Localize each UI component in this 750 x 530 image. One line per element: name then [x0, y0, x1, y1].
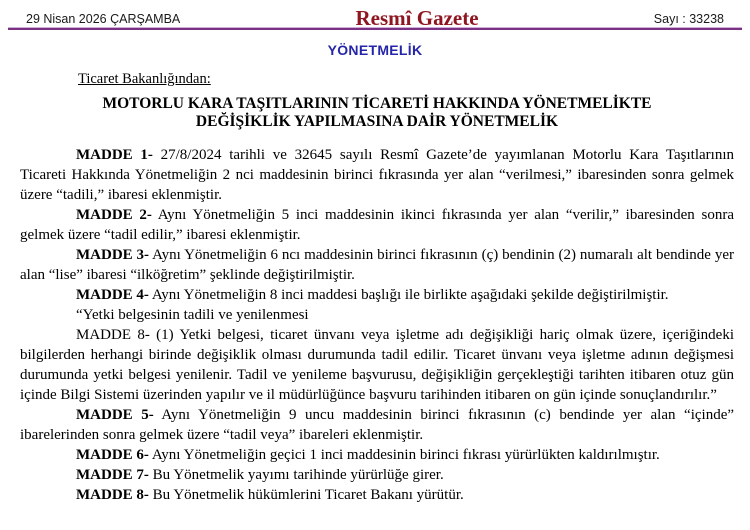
paragraph-7: MADDE 5- Aynı Yönetmeliğin 9 uncu maddesinin birinci fıkrasının (c) bendinde yer alan “içinde” ibarelerinden sonra gelmek üzere “tadil veya” ibareleri eklenmiştir. [20, 407, 735, 443]
header-date: 29 Nisan 2026 ÇARŞAMBA [26, 12, 181, 26]
article-label: MADDE 1- [76, 147, 153, 163]
paragraph-3: MADDE 3- Aynı Yönetmeliğin 6 ncı maddesinin birinci fıkrasının (ç) bendinin (2) numaralı alt bendinde yer alan “lise” ibaresi “ilköğretim” şeklinde değiştirilmiştir. [20, 247, 735, 283]
issuing-authority: Ticaret Bakanlığından: [78, 71, 211, 87]
article-label: MADDE 6- [76, 447, 149, 463]
document-title-line-1: MOTORLU KARA TAŞITLARININ TİCARETİ HAKKINDA YÖNETMELİKTE [102, 95, 652, 112]
paragraph-8: MADDE 6- Aynı Yönetmeliğin geçici 1 inci maddesinin birinci fıkrası yürürlükten kaldırılmıştır. [76, 447, 660, 463]
article-label: MADDE 2- [76, 207, 152, 223]
paragraph-6: MADDE 8- (1) Yetki belgesi, ticaret ünvanı veya işletme adı değişikliği hariç olmak üzere, içeriğindeki bilgilerden herhangi birinde değişiklik olması durumunda tadil edilir. Ticaret ünvanı veya işletme adının değişmesi durumunda yetki belgesi yenilenir. Tadil ve yenileme başvurusu, değişikliğin gerçekleştiği tarihten itibaren otuz gün içinde Bilgi Sistemi üzerinden yapılır ve il müdürlüğünce başvuru tarihinden itibaren on gün içinde sonuçlandırılır.” [20, 327, 734, 403]
article-label: MADDE 7- [76, 467, 149, 483]
paragraph-2: MADDE 2- Aynı Yönetmeliğin 5 inci maddesinin ikinci fıkrasında yer alan “verilir,” ibaresinden sonra gelmek üzere “tadil edilir,” ibaresi eklenmiştir. [20, 207, 734, 243]
paragraph-1: MADDE 1- 27/8/2024 tarihli ve 32645 sayılı Resmî Gazete’de yayımlanan Motorlu Kara Taşıtlarının Ticareti Hakkında Yönetmeliğin 2 nci maddesinin birinci fıkrasında yer alan “verilmesi,” ibaresinden sonra gelmek üzere “tadili,” ibaresi eklenmiştir. [20, 147, 734, 203]
article-label: MADDE 8- [76, 487, 149, 503]
article-label: MADDE 4- [76, 287, 149, 303]
document-body [20, 145, 734, 505]
document-title-line-2: DEĞİŞİKLİK YAPILMASINA DAİR YÖNETMELİK [195, 113, 559, 130]
header-issue-number: Sayı : 33238 [653, 12, 724, 26]
paragraph-9: MADDE 7- Bu Yönetmelik yayımı tarihinde yürürlüğe girer. [76, 467, 444, 483]
document-title [20, 95, 734, 131]
gazette-header [0, 0, 750, 30]
paragraph-10: MADDE 8- Bu Yönetmelik hükümlerini Ticaret Bakanı yürütür. [76, 487, 464, 503]
paragraph-5: “Yetki belgesinin tadili ve yenilenmesi [76, 307, 309, 323]
paragraph-4: MADDE 4- Aynı Yönetmeliğin 8 inci maddesi başlığı ile birlikte aşağıdaki şekilde değiştirilmiştir. [76, 287, 669, 303]
section-heading: YÖNETMELİK [327, 42, 423, 58]
document [0, 71, 750, 505]
article-label: MADDE 3- [76, 247, 150, 263]
article-label: MADDE 5- [76, 407, 154, 423]
gazette-masthead: Resmî Gazete [355, 6, 479, 30]
